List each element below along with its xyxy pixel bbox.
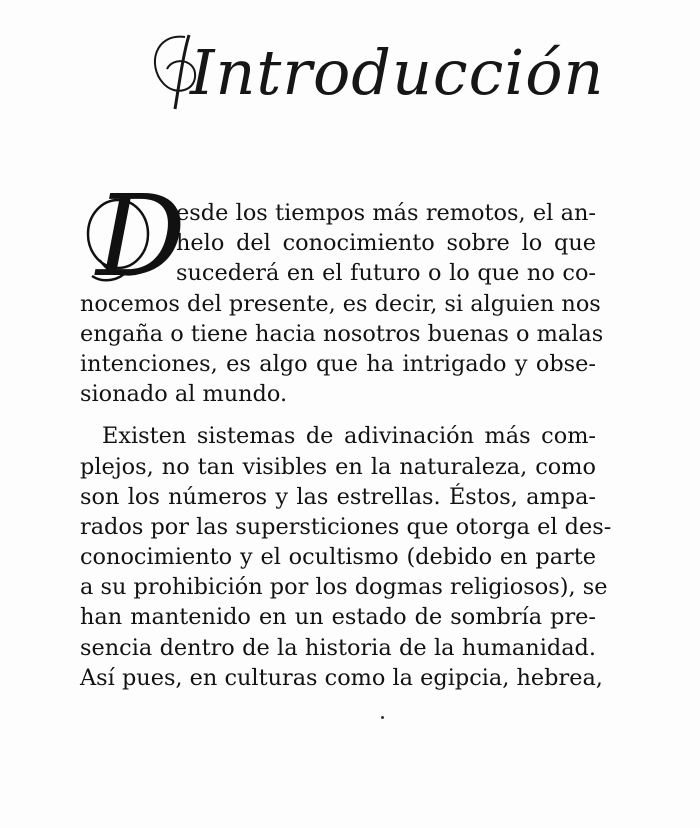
print-speck [381, 716, 384, 719]
text-line: sencia dentro de la historia de la humanidad. [80, 634, 596, 661]
text-line: engaña o tiene hacia nosotros buenas o malas [80, 320, 604, 347]
text-line: conocimiento y el ocultismo (debido en parte [80, 544, 596, 571]
drop-cap-letter: D [96, 172, 186, 302]
paragraph-2 [80, 421, 612, 693]
text-line: nocemos del presente, es decir, si alguien nos [80, 290, 601, 317]
paragraph-1 [80, 198, 604, 409]
text-line: intenciones, es algo que ha intrigado y obse- [80, 350, 596, 377]
text-line: Así pues, en culturas como la egipcia, hebrea, [80, 664, 603, 691]
page-title [150, 28, 605, 118]
text-line: rados por las supersticiones que otorga el des- [80, 513, 612, 540]
text-line: son los números y las estrellas. Éstos, ampa- [80, 483, 596, 510]
text-line: han mantenido en un estado de sombría pre- [80, 604, 596, 631]
text-line: plejos, no tan visibles en la naturaleza, como [80, 453, 596, 480]
text-line: helo del conocimiento sobre lo que [176, 230, 596, 257]
body-text [80, 198, 612, 693]
text-line: sionado al mundo. [80, 381, 288, 408]
text-line: Existen sistemas de adivinación más com- [102, 423, 596, 450]
text-line: sucederá en el futuro o lo que no co- [176, 260, 596, 287]
text-line: esde los tiempos más remotos, el an- [176, 200, 596, 226]
text-line: a su prohibición por los dogmas religiosos), se [80, 574, 608, 601]
page-title-text: Introducción [190, 36, 605, 109]
